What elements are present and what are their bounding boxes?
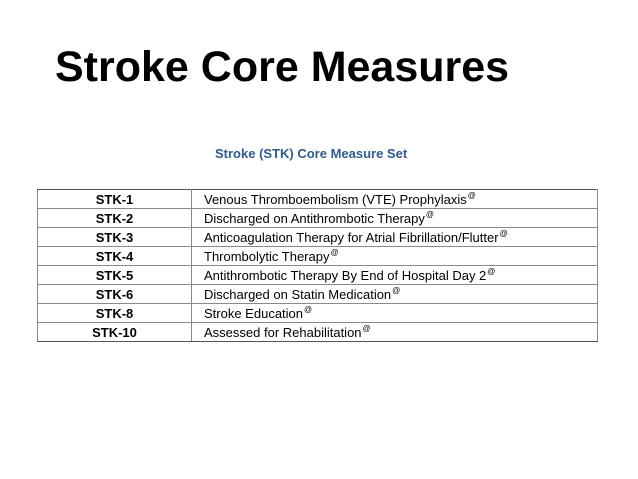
- slide-title: Stroke Core Measures: [55, 43, 510, 91]
- measure-name: Discharged on Antithrombotic Therapy: [204, 210, 425, 226]
- registered-marker: @: [392, 286, 401, 296]
- measure-code: STK-6: [38, 285, 192, 304]
- measure-name-cell: [192, 228, 598, 247]
- registered-marker: @: [425, 210, 435, 220]
- registered-marker: @: [362, 324, 371, 334]
- table-row: [38, 323, 598, 342]
- measure-name: Thrombolytic Therapy: [204, 248, 330, 264]
- table-caption: Stroke (STK) Core Measure Set: [215, 146, 408, 161]
- measure-code: STK-10: [38, 323, 192, 342]
- table-row: [38, 247, 598, 266]
- measure-name-cell: [192, 285, 598, 304]
- measure-code: STK-1: [38, 190, 192, 209]
- measure-name: Antithrombotic Therapy By End of Hospital Day 2: [204, 267, 487, 283]
- table-row: [38, 228, 598, 247]
- measure-code: STK-4: [38, 247, 192, 266]
- measure-code: STK-8: [38, 304, 192, 323]
- table-row: [38, 285, 598, 304]
- registered-marker: @: [487, 267, 496, 277]
- measure-name-cell: [192, 209, 598, 228]
- measure-name-cell: [192, 190, 598, 209]
- measure-name: Stroke Education: [204, 305, 304, 321]
- measure-code: STK-2: [38, 209, 192, 228]
- measure-name: Assessed for Rehabilitation: [204, 324, 362, 340]
- table-row: [38, 304, 598, 323]
- registered-marker: @: [304, 305, 313, 315]
- table-row: [38, 209, 598, 228]
- measure-name-cell: [192, 304, 598, 323]
- measure-code: STK-3: [38, 228, 192, 247]
- table-row: [38, 190, 598, 209]
- table-row: [38, 266, 598, 285]
- measure-code: STK-5: [38, 266, 192, 285]
- registered-marker: @: [330, 248, 339, 258]
- registered-marker: @: [499, 229, 508, 239]
- measure-name-cell: [192, 266, 598, 285]
- measure-name: Anticoagulation Therapy for Atrial Fibrillation/Flutter: [204, 229, 499, 245]
- measure-name-cell: [192, 323, 598, 342]
- registered-marker: @: [467, 191, 476, 201]
- measure-name: Venous Thromboembolism (VTE) Prophylaxis: [204, 191, 467, 207]
- measure-name: Discharged on Statin Medication: [204, 286, 392, 302]
- measure-name-cell: [192, 247, 598, 266]
- core-measure-table: [37, 189, 598, 342]
